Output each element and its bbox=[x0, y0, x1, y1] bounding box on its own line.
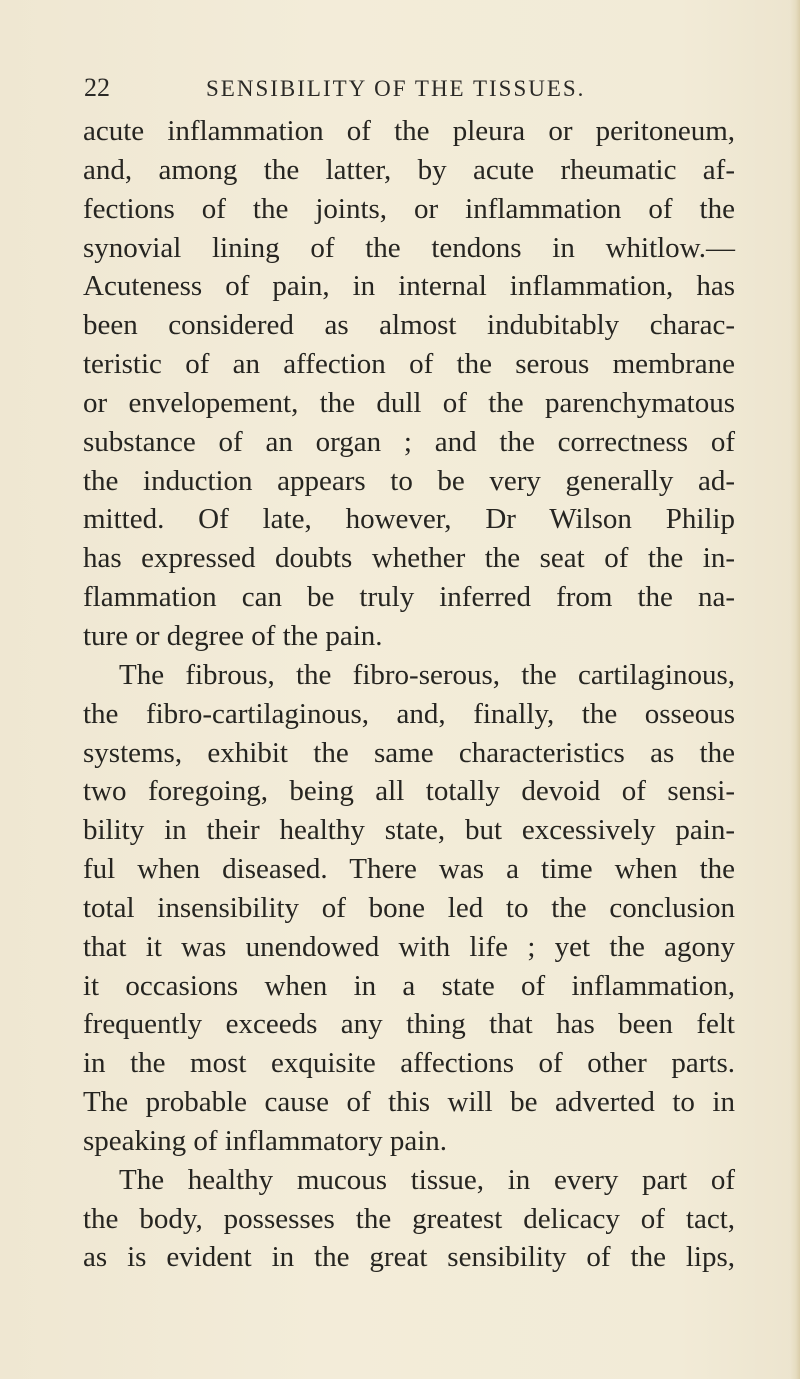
text-line: been considered as almost indubitably charac- bbox=[83, 309, 735, 342]
text-line: flammation can be truly inferred from the na- bbox=[83, 581, 735, 614]
text-line: it occasions when in a state of inflammation, bbox=[83, 969, 735, 1002]
text-line: fections of the joints, or inflammation of the bbox=[83, 192, 735, 225]
text-line: two foregoing, being all totally devoid of sensi- bbox=[83, 775, 735, 808]
text-line: that it was unendowed with life ; yet the agony bbox=[83, 930, 735, 963]
page-edge-shadow bbox=[790, 0, 800, 1379]
text-line: ful when diseased. There was a time when the bbox=[83, 853, 735, 886]
page-number: 22 bbox=[84, 73, 110, 102]
text-line: teristic of an affection of the serous membrane bbox=[83, 348, 735, 381]
text-line: mitted. Of late, however, Dr Wilson Philip bbox=[83, 503, 735, 536]
text-line: systems, exhibit the same characteristics as the bbox=[83, 736, 735, 769]
page-header bbox=[84, 72, 724, 112]
running-head: SENSIBILITY OF THE TISSUES. bbox=[206, 76, 586, 101]
text-line: synovial lining of the tendons in whitlow.— bbox=[83, 231, 735, 264]
text-line: the body, possesses the greatest delicacy of tact, bbox=[83, 1202, 735, 1235]
text-line: speaking of inflammatory pain. bbox=[83, 1124, 448, 1157]
text-line: in the most exquisite affections of other parts. bbox=[83, 1047, 735, 1080]
text-line: The fibrous, the fibro-serous, the cartilaginous, bbox=[119, 658, 735, 691]
text-line: The probable cause of this will be adverted to in bbox=[83, 1086, 735, 1119]
text-line: the fibro-cartilaginous, and, finally, the osseous bbox=[83, 697, 735, 730]
text-line: bility in their healthy state, but excessively pain- bbox=[83, 814, 735, 847]
text-line: The healthy mucous tissue, in every part of bbox=[119, 1163, 735, 1196]
text-line: substance of an organ ; and the correctness of bbox=[83, 425, 735, 458]
body-text bbox=[83, 112, 735, 1277]
text-line: as is evident in the great sensibility of the lips, bbox=[83, 1241, 735, 1274]
text-line: ture or degree of the pain. bbox=[83, 619, 383, 652]
text-line: frequently exceeds any thing that has been felt bbox=[83, 1008, 735, 1041]
text-line: the induction appears to be very generally ad- bbox=[83, 464, 735, 497]
text-line: or envelopement, the dull of the parenchymatous bbox=[83, 386, 735, 419]
text-line: has expressed doubts whether the seat of the in- bbox=[83, 542, 735, 575]
text-line: and, among the latter, by acute rheumatic af- bbox=[83, 153, 735, 186]
text-line: total insensibility of bone led to the conclusion bbox=[83, 891, 735, 924]
text-line: Acuteness of pain, in internal inflammation, has bbox=[83, 270, 735, 303]
text-line: acute inflammation of the pleura or peritoneum, bbox=[83, 115, 735, 147]
